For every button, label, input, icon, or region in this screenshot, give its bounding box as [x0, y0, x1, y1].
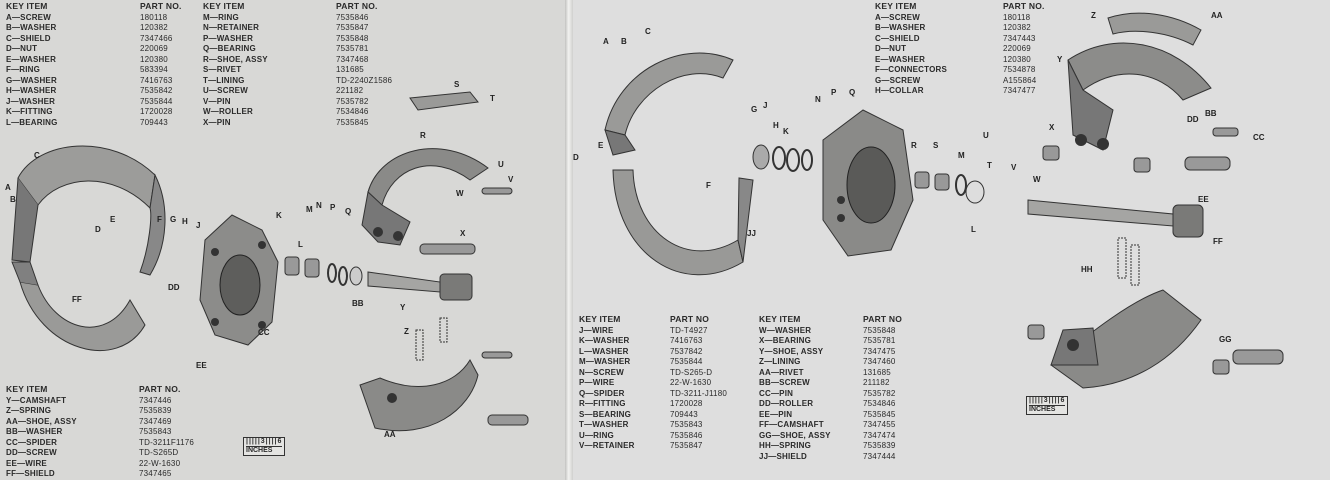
part-number-cell: 180118 [140, 12, 168, 22]
scale-label: INCHES [246, 447, 273, 454]
part-item-cell: D—NUT [6, 44, 38, 53]
part-item-cell: R—SHOE, ASSY [203, 54, 268, 64]
part-item-cell: FF—SHIELD [6, 469, 55, 478]
left-exploded-diagram [0, 0, 565, 480]
part-number-cell: 7535844 [670, 357, 703, 366]
part-item-cell: V—PIN [203, 96, 231, 106]
callout-G: G [751, 105, 758, 114]
part-item-cell: X—BEARING [759, 336, 812, 345]
key-item-header: KEY ITEM [203, 1, 245, 11]
callout-N: N [815, 95, 821, 104]
part-item-cell: C—SHIELD [875, 33, 920, 43]
part-number-cell: 7535839 [139, 406, 172, 415]
part-number-cell: 120380 [1003, 54, 1031, 64]
callout-E: E [110, 215, 116, 224]
part-number-cell: TD-3211F1176 [139, 437, 195, 447]
part-number-cell: 7347466 [140, 33, 173, 43]
part-number-cell: 7416763 [670, 336, 703, 345]
part-item-cell: GG—SHOE, ASSY [759, 430, 831, 440]
camshaft-y-illustration [368, 272, 440, 292]
callout-D: D [573, 153, 579, 162]
part-number-cell: 7416763 [140, 75, 173, 85]
part-item-cell: K—WASHER [579, 336, 630, 345]
part-item-cell: J—WIRE [579, 325, 614, 335]
part-item-cell: CC—PIN [759, 388, 794, 398]
part-item-cell: DD—SCREW [6, 448, 57, 457]
callout-C: C [645, 27, 651, 36]
key-item-header: KEY ITEM [759, 314, 801, 324]
callout-U: U [498, 160, 504, 169]
part-number-cell: 131685 [863, 367, 891, 377]
callout-V: V [508, 175, 514, 184]
part-number-cell: 7534846 [336, 107, 369, 116]
part-number-cell: 7347443 [1003, 33, 1036, 43]
callout-D: D [95, 225, 101, 234]
part-number-cell: TD-T4927 [670, 325, 708, 335]
callout-L: L [298, 240, 303, 249]
part-number-cell: 221182 [336, 86, 364, 95]
callout-EE: EE [1198, 195, 1209, 204]
key-item-header: KEY ITEM [6, 1, 48, 11]
part-item-cell: P—WASHER [203, 33, 254, 43]
part-item-cell: F—CONNECTORS [875, 65, 948, 74]
part-number-cell: 7535846 [336, 12, 369, 22]
callout-G: G [170, 215, 177, 224]
part-number-cell: A155864 [1003, 75, 1037, 85]
part-item-cell: BB—WASHER [6, 427, 63, 436]
callout-M: M [306, 205, 313, 214]
callout-T: T [490, 94, 495, 103]
callout-HH: HH [1081, 265, 1093, 274]
part-number-cell: 22-W-1630 [670, 378, 712, 387]
part-item-cell: Y—CAMSHAFT [6, 395, 67, 405]
part-number-cell: 120382 [1003, 23, 1031, 32]
part-number-cell: 7537842 [670, 346, 703, 356]
part-number-cell: 7347455 [863, 420, 896, 429]
callout-DD: DD [168, 283, 180, 292]
part-number-cell: 120382 [140, 23, 168, 32]
part-number-cell: 7347468 [336, 54, 369, 64]
part-number-cell: 7535847 [336, 23, 369, 32]
key-item-header: KEY ITEM [875, 1, 917, 11]
part-item-cell: M—RING [203, 12, 239, 22]
callout-H: H [773, 121, 779, 130]
part-item-cell: T—LINING [203, 75, 245, 85]
callout-S: S [454, 80, 460, 89]
callout-X: X [460, 229, 466, 238]
right-exploded-diagram [573, 0, 1330, 480]
part-number-cell: 7535781 [336, 44, 369, 53]
part-number-cell: 7535845 [336, 117, 369, 127]
part-item-cell: K—FITTING [6, 107, 53, 116]
shoe-y-illustration [1068, 43, 1211, 100]
scale-label: INCHES [1029, 406, 1056, 413]
callout-A: A [603, 37, 609, 46]
part-item-cell: HH—SPRING [759, 441, 812, 450]
part-no-header: PART NO. [140, 1, 182, 11]
callout-CC: CC [1253, 133, 1265, 142]
callout-M: M [958, 151, 965, 160]
part-item-cell: DD—ROLLER [759, 399, 814, 408]
callout-J: J [196, 221, 201, 230]
part-number-cell: 7535843 [670, 420, 703, 429]
callout-W: W [1033, 175, 1041, 184]
callout-B: B [621, 37, 627, 46]
callout-DD: DD [1187, 115, 1199, 124]
part-item-cell: JJ—SHIELD [759, 451, 808, 461]
part-number-cell: 7347475 [863, 346, 896, 356]
shield-ff-illustration [20, 282, 145, 351]
part-number-cell: 120380 [140, 54, 168, 64]
part-item-cell: E—WASHER [875, 54, 926, 64]
part-number-cell: 7534878 [1003, 65, 1036, 74]
callout-CC: CC [258, 328, 270, 337]
callout-F: F [157, 215, 162, 224]
part-item-cell: T—WASHER [579, 420, 629, 429]
callout-Y: Y [1057, 55, 1063, 64]
part-item-cell: M—WASHER [579, 357, 631, 366]
callout-FF: FF [1213, 237, 1223, 246]
part-number-cell: 7535782 [336, 96, 369, 106]
part-number-cell: 7535847 [670, 441, 703, 450]
callout-Z: Z [1091, 11, 1096, 20]
part-item-cell: Y—SHOE, ASSY [759, 346, 824, 356]
callout-AA: AA [1211, 11, 1223, 20]
part-item-cell: EE—WIRE [6, 458, 47, 468]
part-item-cell: FF—CAMSHAFT [759, 420, 824, 429]
scale-ticks: |||||3||||6 [246, 438, 283, 445]
part-number-cell: 7535848 [336, 33, 369, 43]
part-item-cell: U—RING [579, 430, 614, 440]
left-page [0, 0, 565, 480]
part-number-cell: 7535846 [670, 430, 703, 440]
callout-L: L [971, 225, 976, 234]
part-number-cell: 7347465 [139, 469, 172, 478]
part-number-cell: 1720028 [140, 107, 173, 116]
part-number-cell: 180118 [1003, 12, 1031, 22]
part-item-cell: V—RETAINER [579, 441, 635, 450]
callout-U: U [983, 131, 989, 140]
part-item-cell: C—SHIELD [6, 33, 51, 43]
part-item-cell: BB—SCREW [759, 378, 810, 387]
part-item-cell: G—SCREW [875, 75, 921, 85]
part-no-header: PART NO. [139, 384, 181, 394]
part-number-cell: 709443 [140, 117, 168, 127]
callout-H: H [182, 217, 188, 226]
part-item-cell: Q—SPIDER [579, 388, 625, 398]
callout-R: R [911, 141, 917, 150]
callout-J: J [763, 101, 768, 110]
part-item-cell: AA—RIVET [759, 367, 804, 377]
part-number-cell: 7347460 [863, 357, 896, 366]
part-number-cell: TD-S265-D [670, 367, 713, 377]
callout-P: P [831, 88, 837, 97]
callout-S: S [933, 141, 939, 150]
part-number-cell: 220069 [140, 44, 168, 53]
shoe-r-illustration [368, 149, 488, 205]
scale-ticks: |||||3||||6 [1029, 397, 1066, 404]
part-item-cell: E—WASHER [6, 54, 57, 64]
part-number-cell: 1720028 [670, 399, 703, 408]
part-item-cell: L—BEARING [6, 117, 58, 127]
part-number-cell: 22-W-1630 [139, 458, 181, 468]
part-number-cell: 583394 [140, 65, 168, 74]
part-number-cell: TD-S265D [139, 448, 179, 457]
part-number-cell: 7535848 [863, 325, 896, 335]
part-item-cell: G—WASHER [6, 75, 57, 85]
callout-Z: Z [404, 327, 409, 336]
part-item-cell: EE—PIN [759, 409, 793, 419]
callout-W: W [456, 189, 464, 198]
part-item-cell: S—RIVET [203, 65, 242, 74]
part-item-cell: Z—SPRING [6, 406, 52, 415]
part-number-cell: 220069 [1003, 44, 1031, 53]
part-item-cell: AA—SHOE, ASSY [6, 416, 77, 426]
callout-AA: AA [384, 430, 396, 439]
shoe-aa-illustration [360, 360, 478, 431]
callout-E: E [598, 141, 604, 150]
callout-JJ: JJ [747, 229, 756, 238]
part-no-header: PART NO [863, 314, 903, 324]
part-item-cell: S—BEARING [579, 409, 632, 419]
callout-C: C [34, 151, 40, 160]
callout-V: V [1011, 163, 1017, 172]
callout-K: K [276, 211, 282, 220]
part-number-cell: 7347477 [1003, 86, 1036, 95]
lining-z-illustration [1108, 13, 1201, 45]
callout-P: P [330, 203, 336, 212]
right-page [573, 0, 1330, 480]
key-item-header: KEY ITEM [579, 314, 621, 324]
part-item-cell: A—SCREW [6, 12, 51, 22]
part-number-cell: TD-3211-J1180 [670, 388, 727, 398]
callout-X: X [1049, 123, 1055, 132]
part-number-cell: 7535843 [139, 427, 172, 436]
part-number-cell: 211182 [863, 378, 890, 387]
part-item-cell: N—SCREW [579, 367, 624, 377]
part-item-cell: R—FITTING [579, 399, 626, 408]
part-item-cell: B—WASHER [875, 23, 926, 32]
callout-T: T [987, 161, 992, 170]
part-number-cell: 7534846 [863, 399, 896, 408]
part-number-cell: 709443 [670, 409, 698, 419]
part-item-cell: A—SCREW [875, 12, 920, 22]
callout-K: K [783, 127, 789, 136]
callout-BB: BB [352, 299, 364, 308]
callout-BB: BB [1205, 109, 1217, 118]
callout-A: A [5, 183, 11, 192]
part-no-header: PART NO. [336, 1, 378, 11]
part-item-cell: H—COLLAR [875, 86, 924, 95]
part-number-cell: TD-2240Z1586 [336, 75, 393, 85]
part-number-cell: 7535782 [863, 388, 896, 398]
part-number-cell: 7535842 [140, 86, 173, 95]
part-item-cell: D—NUT [875, 44, 907, 53]
part-number-cell: 7347444 [863, 451, 896, 461]
lining-t-illustration [410, 92, 478, 110]
key-item-header: KEY ITEM [6, 384, 48, 394]
part-number-cell: 131685 [336, 65, 364, 74]
part-number-cell: 7535839 [863, 441, 896, 450]
callout-Y: Y [400, 303, 406, 312]
part-item-cell: P—WIRE [579, 378, 615, 387]
callout-R: R [420, 131, 426, 140]
camshaft-ff-illustration [1028, 200, 1173, 226]
part-item-cell: J—WASHER [6, 96, 56, 106]
shield-jj-illustration [613, 170, 743, 275]
part-item-cell: H—WASHER [6, 86, 57, 95]
callout-Q: Q [345, 207, 352, 216]
part-item-cell: N—RETAINER [203, 23, 260, 32]
part-item-cell: W—ROLLER [203, 107, 254, 116]
page-gutter [565, 0, 573, 480]
part-item-cell: W—WASHER [759, 325, 812, 335]
part-number-cell: 7535844 [140, 96, 173, 106]
callout-EE: EE [196, 361, 207, 370]
part-number-cell: 7347446 [139, 395, 172, 405]
part-item-cell: CC—SPIDER [6, 437, 58, 447]
part-item-cell: Z—LINING [759, 357, 801, 366]
part-item-cell: F—RING [6, 65, 41, 74]
callout-N: N [316, 201, 322, 210]
part-item-cell: L—WASHER [579, 346, 629, 356]
callout-B: B [10, 195, 16, 204]
callout-F: F [706, 181, 711, 190]
part-no-header: PART NO [670, 314, 710, 324]
part-item-cell: B—WASHER [6, 23, 57, 32]
part-number-cell: 7535845 [863, 409, 896, 419]
shield-c-illustration [605, 53, 733, 135]
part-number-cell: 7535781 [863, 336, 896, 345]
part-item-cell: Q—BEARING [203, 44, 256, 53]
part-item-cell: U—SCREW [203, 86, 248, 95]
callout-GG: GG [1219, 335, 1232, 344]
callout-Q: Q [849, 88, 856, 97]
part-number-cell: 7347474 [863, 430, 896, 440]
part-no-header: PART NO. [1003, 1, 1045, 11]
callout-FF: FF [72, 295, 82, 304]
part-number-cell: 7347469 [139, 416, 172, 426]
part-item-cell: X—PIN [203, 117, 231, 127]
